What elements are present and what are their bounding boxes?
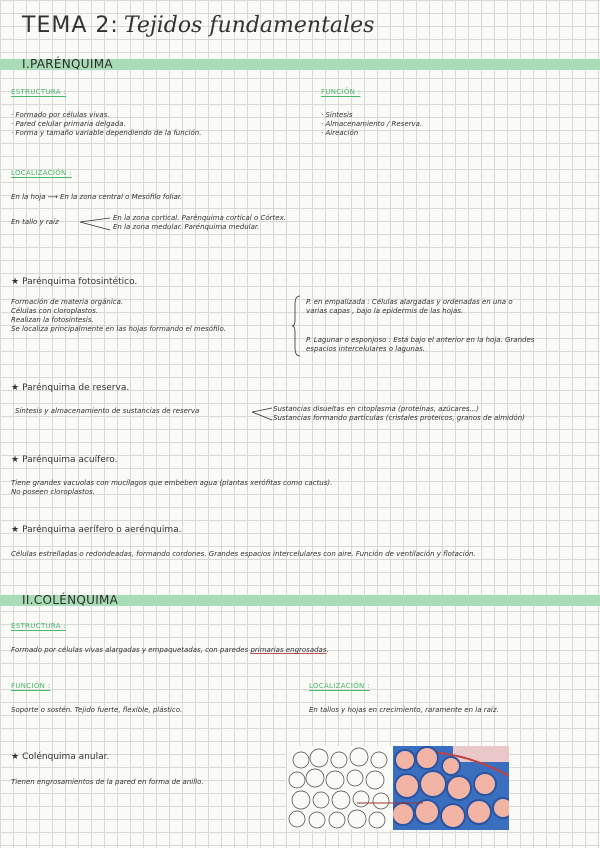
star-icon: ★ — [11, 383, 20, 393]
title-subject: Tejidos fundamentales — [123, 13, 375, 38]
reserva-text: Síntesis y almacenamiento de sustancias de reserva — [15, 407, 200, 415]
localizacion-label: LOCALIZACIÓN : — [11, 169, 72, 177]
list-item: · Forma y tamaño variable dependiendo de la función. — [11, 129, 201, 138]
aerifero-text: Células estrelladas o redondeadas, formando cordones. Grandes espacios intercelulares con aire. Función de ventilación y flotación. — [11, 550, 476, 558]
list-item: · Pared celular primaria delgada. — [11, 120, 201, 129]
loc-hoja-dest: En la zona central o Mesófilo foliar. — [60, 193, 183, 201]
loc-tallo-text: En tallo y raíz — [11, 218, 59, 226]
fotosintetico-title: ★ Parénquima fotosintético. — [11, 277, 138, 287]
brace-icon — [292, 296, 302, 356]
list-item: · Formado por células vivas. — [11, 111, 201, 120]
star-icon: ★ — [11, 277, 20, 287]
reserva-dest: Sustancias disueltas en citoplasma (proteínas, azúcares...) Sustancias formando partículas (cristales proteicos, granos de almidón) — [273, 405, 525, 422]
empalizada: P. en empalizada : Células alargadas y ordenadas en una o varias capas , bajo la epidermis de las hojas. — [306, 298, 513, 315]
title-tema: TEMA 2 — [22, 13, 111, 38]
star-icon: ★ — [11, 455, 20, 465]
estructura-label: ESTRUCTURA : — [11, 88, 66, 96]
loc-tallo-dest: En la zona cortical. Parénquima cortical o Córtex. En la zona medular. Parénquima medular. — [113, 214, 286, 231]
list-item: · Almacenamiento / Reserva. — [321, 120, 422, 129]
highlight-text: primarias engrosadas — [250, 646, 327, 654]
list-item: · Aireación — [321, 129, 422, 138]
lagunar: P. Lagunar o esponjoso : Está bajo el anterior en la hoja. Grandes espacios intercelulares o lagunas. — [306, 336, 535, 353]
micrograph-image — [393, 746, 509, 830]
page-title — [22, 13, 374, 38]
branch-arrow-icon — [80, 216, 112, 234]
colenquima-localizacion: En tallos y hojas en crecimiento, raramente en la raíz. — [309, 706, 499, 714]
estructura-label: ESTRUCTURA : — [11, 622, 66, 630]
title-colon: : — [110, 13, 119, 38]
reserva-title: ★ Parénquima de reserva. — [11, 383, 130, 393]
section-heading-colenquima: II.COLÉNQUIMA — [22, 593, 119, 607]
colenquima-estructura: Formado por células vivas alargadas y empaquetadas, con paredes primarias engrosadas. — [11, 646, 329, 654]
anular-title: ★ Colénquima anular. — [11, 752, 110, 762]
colenquima-funcion: Soporte o sostén. Tejido fuerte, flexible, plástico. — [11, 706, 183, 714]
list-item: · Síntesis — [321, 111, 422, 120]
estructura-list — [11, 111, 201, 138]
star-icon: ★ — [11, 752, 20, 762]
localizacion-label: LOCALIZACIÓN : — [309, 682, 370, 690]
loc-hoja: En la hoja ⟶ En la zona central o Mesófilo foliar. — [11, 193, 183, 201]
acuifero-title: ★ Parénquima acuífero. — [11, 455, 118, 465]
section-heading-parenquima: I.PARÉNQUIMA — [22, 57, 113, 71]
funcion-list — [321, 111, 422, 138]
fotosintetico-list: Formación de materia orgánica. Células con cloroplastos. Realizan la fotosíntesis. Se localiza principalmente en las hojas formando el mesófilo. — [11, 298, 226, 333]
branch-arrow-icon — [252, 406, 274, 424]
cell-sketch-image — [287, 746, 393, 830]
acuifero-list: Tiene grandes vacuolas con mucílagos que embeben agua (plantas xerófitas como cactus). No poseen cloroplastos. — [11, 479, 333, 496]
funcion-label: FUNCIÓN : — [321, 88, 361, 96]
anular-text: Tienen engrosamientos de la pared en forma de anillo. — [11, 778, 204, 786]
star-icon: ★ — [11, 525, 20, 535]
loc-hoja-text: En la hoja — [11, 193, 46, 201]
aerifero-title: ★ Parénquima aerífero o aerénquima. — [11, 525, 182, 535]
funcion-label: FUNCIÓN : — [11, 682, 51, 690]
